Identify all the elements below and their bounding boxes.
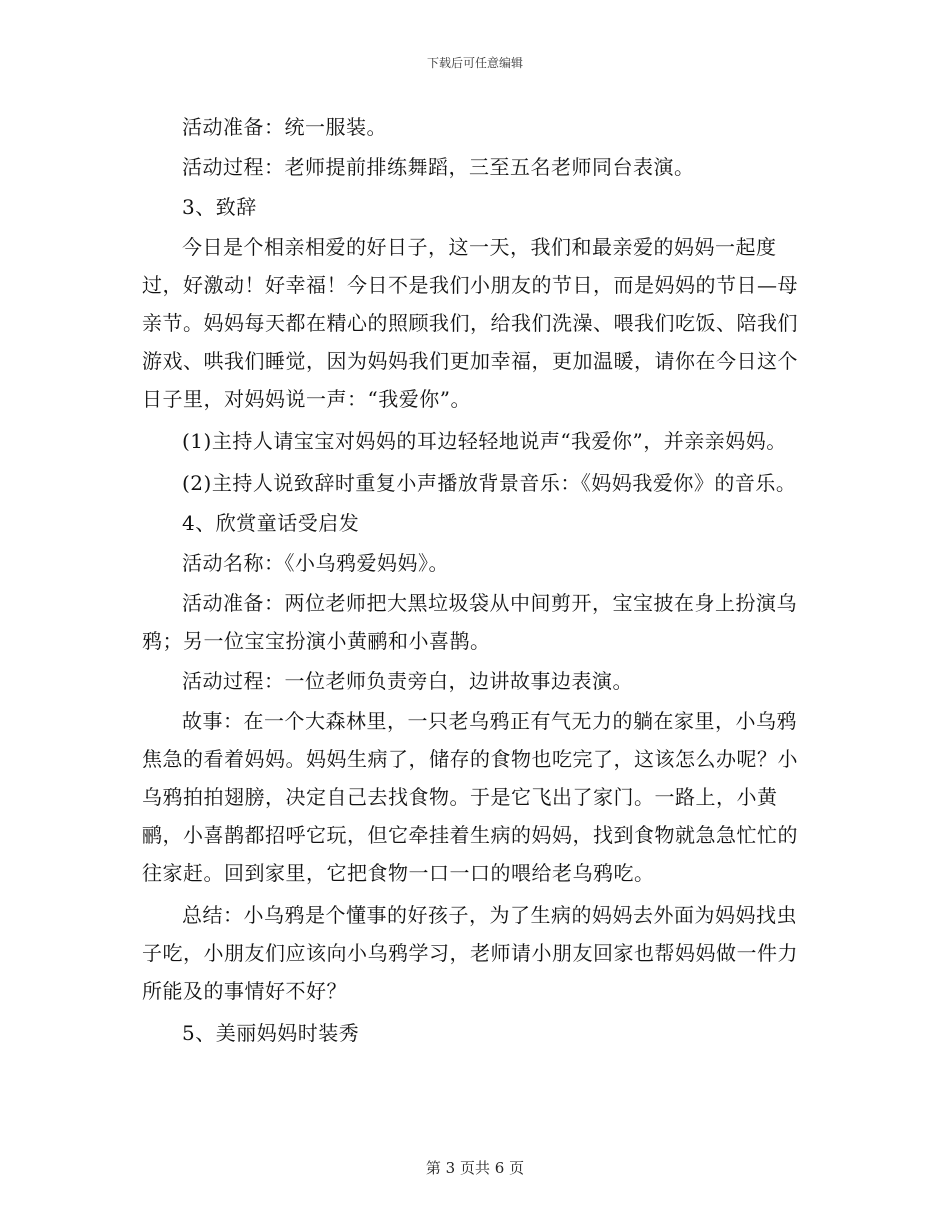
page-footer: 第 3 页共 6 页 [425, 1159, 525, 1177]
paragraph-activity-prep: 活动准备：统一服装。 [182, 115, 387, 139]
paragraph-speech: 今日是个相亲相爱的好日子，这一天，我们和最亲爱的妈妈一起度过，好激动！好幸福！今日不是我们小朋友的节日，而是妈妈的节日—母亲节。妈妈每天都在精心的照顾我们，给我们洗澡、喂我们吃饭、陪我们游戏、哄我们睡觉，因为妈妈我们更加幸福，更加温暖，请你在今日这个日子里，对妈妈说一声：“我爱你”。 [142, 235, 798, 411]
page-header: 下载后可任意编辑 [426, 56, 523, 70]
paragraph-activity-name: 活动名称：《小乌鸦爱妈妈》。 [182, 551, 449, 575]
paragraph-story: 故事：在一个大森林里，一只老乌鸦正有气无力的躺在家里，小乌鸦焦急的看着妈妈。妈妈生病了，储存的食物也吃完了，这该怎么办呢？小乌鸦拍拍翅膀，决定自己去找食物。于是它飞出了家门。一路上，小黄鹂，小喜鹊都招呼它玩，但它牵挂着生病的妈妈，找到食物就急急忙忙的往家赶。回到家里，它把食物一口一口的喂给老乌鸦吃。 [142, 709, 798, 885]
section-heading-speech: 3、致辞 [182, 195, 257, 219]
section-heading-fashion-show: 5、美丽妈妈时装秀 [182, 1021, 360, 1045]
paragraph-activity-prep-2: 活动准备：两位老师把大黑垃圾袋从中间剪开，宝宝披在身上扮演乌鸦；另一位宝宝扮演小黄鹂和小喜鹊。 [142, 591, 797, 653]
section-heading-story: 4、欣赏童话受启发 [182, 511, 360, 535]
paragraph-activity-process-2: 活动过程：一位老师负责旁白，边讲故事边表演。 [182, 669, 633, 693]
paragraph-summary: 总结：小乌鸦是个懂事的好孩子，为了生病的妈妈去外面为妈妈找虫子吃，小朋友们应该向小乌鸦学习，老师请小朋友回家也帮妈妈做一件力所能及的事情好不好？ [142, 903, 798, 1003]
paragraph-activity-process: 活动过程：老师提前排练舞蹈，三至五名老师同台表演。 [182, 155, 695, 179]
paragraph-item-1: (1)主持人请宝宝对妈妈的耳边轻轻地说声“我爱你”，并亲亲妈妈。 [182, 429, 787, 453]
paragraph-item-2: (2)主持人说致辞时重复小声播放背景音乐：《妈妈我爱你》的音乐。 [182, 471, 797, 495]
document-body [142, 108, 810, 1052]
